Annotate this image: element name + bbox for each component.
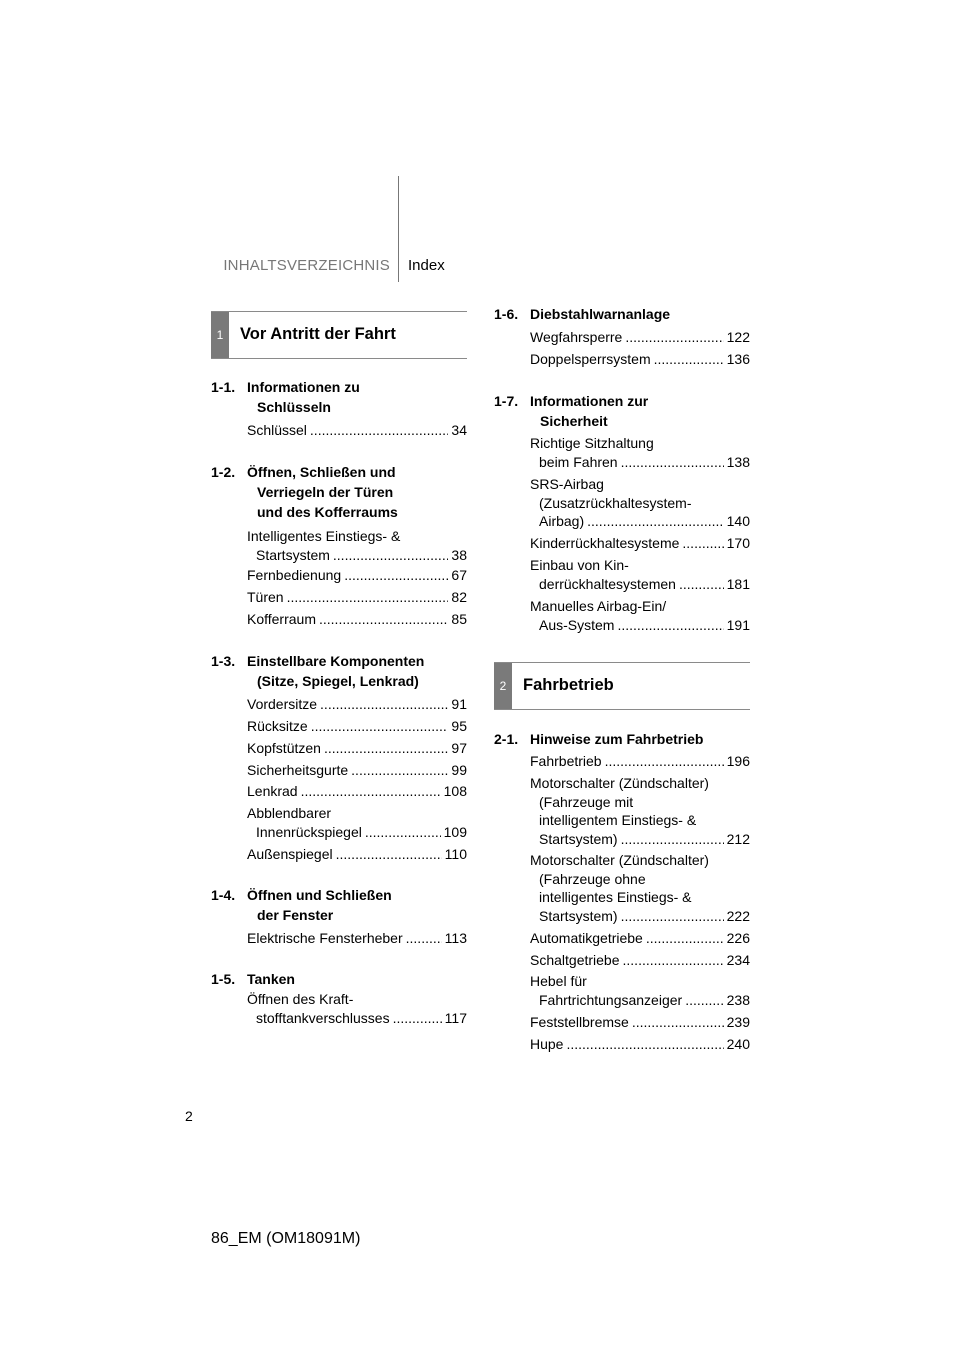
entry-last-line	[247, 761, 467, 780]
entry-page-number: 38	[451, 546, 467, 563]
entry-text-line: Rücksitze	[247, 718, 308, 734]
entry-text-line: Kopfstützen	[247, 740, 321, 756]
dot-leader	[632, 1013, 724, 1032]
dot-leader	[301, 782, 441, 801]
entry-last-line	[247, 717, 467, 736]
entry-last-line	[247, 610, 467, 629]
entry-last-line	[530, 616, 750, 635]
toc-entry[interactable]	[530, 597, 750, 634]
section-title-line: der Fenster	[257, 907, 334, 923]
chapter-2-header[interactable]	[494, 662, 750, 710]
toc-entry[interactable]	[247, 990, 467, 1027]
toc-entry[interactable]	[530, 1035, 750, 1054]
entry-page-number: 226	[726, 930, 750, 946]
section-title-line: Schlüsseln	[257, 399, 331, 415]
entry-text-line: Schlüssel	[247, 422, 307, 438]
dot-leader	[621, 453, 724, 472]
dot-leader	[587, 512, 724, 531]
entry-text-line: Öffnen des Kraft-	[247, 991, 354, 1007]
section-line	[494, 393, 648, 409]
section-title-line: (Sitze, Spiegel, Lenkrad)	[257, 673, 419, 689]
section-title-line: Diebstahlwarnanlage	[530, 306, 671, 322]
dot-leader	[621, 907, 724, 926]
page-header	[0, 0, 960, 290]
entry-text-line: Türen	[247, 589, 284, 605]
section-title-line: Informationen zur	[530, 393, 649, 409]
entry-text-line: Automatikgetriebe	[530, 930, 643, 946]
dot-leader	[654, 350, 724, 369]
section-heading[interactable]	[211, 969, 295, 989]
entry-last-line	[530, 1013, 750, 1032]
entry-page-number: 91	[451, 696, 467, 712]
entry-text-line: (Fahrzeuge ohne	[539, 870, 646, 887]
entry-page-number: 181	[726, 575, 750, 592]
entry-page-number: 97	[451, 740, 467, 756]
entry-text-line: Richtige Sitzhaltung	[530, 435, 654, 451]
section-heading[interactable]	[494, 304, 670, 324]
dot-leader	[310, 421, 449, 440]
dot-leader	[333, 546, 449, 565]
toc-entry[interactable]	[530, 434, 750, 471]
toc-entry[interactable]	[247, 804, 467, 841]
toc-entry[interactable]	[530, 534, 750, 553]
toc-entry[interactable]	[247, 588, 467, 607]
entry-text-line: Hupe	[530, 1036, 564, 1052]
entry-page-number: 191	[726, 616, 750, 633]
entry-text-line: stofftankverschlusses	[256, 1009, 390, 1026]
entry-text-line: Motorschalter (Zündschalter)	[530, 852, 709, 868]
page-number: 2	[185, 1108, 193, 1124]
section-heading[interactable]	[494, 729, 703, 749]
section-number: 1-4.	[211, 887, 236, 903]
entry-page-number: 122	[726, 329, 750, 345]
section-number: 1-6.	[494, 306, 519, 322]
entry-text-line: Elektrische Fensterheber	[247, 930, 403, 946]
entry-last-line	[530, 328, 750, 347]
entry-text-line: Innenrückspiegel	[256, 823, 362, 840]
toc-entry[interactable]	[530, 475, 750, 531]
entry-text-line: Intelligentes Einstiegs- &	[247, 528, 401, 544]
entry-text-line: intelligentes Einstiegs- &	[539, 889, 692, 905]
dot-leader	[336, 845, 442, 864]
toc-entry[interactable]	[247, 695, 467, 714]
dot-leader	[319, 610, 448, 629]
entry-last-line	[530, 1035, 750, 1054]
entry-page-number: 110	[444, 846, 467, 862]
entry-last-line	[530, 951, 750, 970]
entry-page-number: 140	[726, 513, 750, 529]
dot-leader	[685, 991, 723, 1010]
chapter-number-tab: 2	[494, 663, 512, 709]
entry-text-line: Aus-System	[539, 616, 615, 633]
dot-leader	[287, 588, 449, 607]
entry-last-line	[530, 534, 750, 553]
toc-entry[interactable]	[530, 1013, 750, 1032]
chapter-title: Vor Antritt der Fahrt	[240, 325, 396, 343]
dot-leader	[682, 534, 723, 553]
dot-leader	[605, 752, 724, 771]
entry-page-number: 99	[451, 762, 467, 778]
section-heading[interactable]	[211, 377, 360, 417]
toc-entry[interactable]	[247, 782, 467, 801]
entry-page-number: 234	[726, 952, 750, 968]
section-heading[interactable]	[211, 462, 398, 522]
section-number: 1-2.	[211, 464, 236, 480]
dot-leader	[625, 328, 723, 347]
entry-page-number: 222	[726, 907, 750, 924]
section-number: 1-3.	[211, 653, 236, 669]
entry-last-line	[247, 1009, 467, 1028]
entry-text-line: Lenkrad	[247, 783, 298, 799]
entry-page-number: 240	[726, 1036, 750, 1052]
entry-last-line	[247, 695, 467, 714]
entry-page-number: 212	[726, 830, 750, 847]
dot-leader	[324, 739, 448, 758]
entry-text-line: Manuelles Airbag-Ein/	[530, 598, 667, 614]
section-number: 1-1.	[211, 379, 236, 395]
section-title-line: Einstellbare Komponenten	[247, 653, 425, 669]
entry-last-line	[530, 350, 750, 369]
entry-page-number: 85	[451, 611, 467, 627]
chapter-number-tab: 1	[211, 312, 229, 358]
dot-leader	[646, 929, 724, 948]
entry-text-line: Außenspiegel	[247, 846, 333, 862]
entry-last-line	[530, 991, 750, 1010]
entry-text-line: Startsystem	[256, 546, 330, 563]
entry-text-line: Airbag)	[539, 513, 585, 529]
toc-entry[interactable]	[530, 929, 750, 948]
section-line	[211, 464, 396, 480]
section-number: 2-1.	[494, 731, 519, 747]
toc-entry[interactable]	[530, 556, 750, 593]
entry-text-line: Fernbedienung	[247, 567, 342, 583]
entry-text-line: Wegfahrsperre	[530, 329, 623, 345]
section-line	[211, 971, 295, 987]
entry-last-line	[247, 566, 467, 585]
entry-last-line	[247, 823, 467, 842]
footer-manual-code: 86_EM (OM18091M)	[211, 1230, 361, 1247]
entry-page-number: 136	[726, 351, 750, 367]
section-line	[211, 379, 360, 395]
entry-text-line: Kinderrückhaltesysteme	[530, 535, 680, 551]
entry-text-line: Abblendbarer	[247, 805, 332, 821]
dot-leader	[406, 929, 442, 948]
toc-entry[interactable]	[530, 951, 750, 970]
entry-last-line	[530, 830, 750, 849]
entry-page-number: 108	[443, 783, 467, 799]
section-title-line: Verriegeln der Türen	[257, 484, 394, 500]
toc-entry[interactable]	[247, 845, 467, 864]
entry-last-line	[530, 929, 750, 948]
entry-text-line: Kofferraum	[247, 611, 316, 627]
dot-leader	[621, 830, 724, 849]
toc-entry[interactable]	[247, 929, 467, 948]
toc-entry[interactable]	[530, 972, 750, 1009]
section-line	[494, 306, 670, 322]
entry-last-line	[247, 739, 467, 758]
dot-leader	[393, 1009, 442, 1028]
toc-entry[interactable]	[247, 761, 467, 780]
entry-text-line: Motorschalter (Zündschalter)	[530, 775, 709, 791]
entry-last-line	[247, 845, 467, 864]
section-title-line: Hinweise zum Fahrbetrieb	[530, 731, 704, 747]
entry-text-line: intelligentem Einstiegs- &	[539, 812, 697, 828]
section-line	[211, 653, 424, 669]
entry-text-line: Hebel für	[530, 973, 587, 989]
dot-leader	[320, 695, 448, 714]
dot-leader	[617, 616, 723, 635]
entry-page-number: 113	[444, 930, 467, 946]
entry-text-line: Fahrtrichtungsanzeiger	[539, 991, 683, 1008]
entry-text-line: beim Fahren	[539, 453, 618, 470]
entry-page-number: 95	[451, 718, 467, 734]
entry-page-number: 34	[451, 422, 467, 438]
entry-page-number: 239	[726, 1014, 750, 1030]
entry-text-line: Fahrbetrieb	[530, 753, 602, 769]
section-heading[interactable]	[494, 391, 648, 431]
toc-entry[interactable]	[247, 566, 467, 585]
section-line	[494, 731, 703, 747]
dot-leader	[679, 575, 724, 594]
toc-entry[interactable]	[247, 739, 467, 758]
dot-leader	[623, 951, 724, 970]
entry-text-line: derrückhaltesystemen	[539, 575, 676, 592]
toc-entry[interactable]	[530, 752, 750, 771]
section-title-line: Sicherheit	[540, 413, 608, 429]
entry-last-line	[247, 588, 467, 607]
entry-text-line: Feststellbremse	[530, 1014, 629, 1030]
header-index-link[interactable]: Index	[408, 257, 445, 274]
section-heading[interactable]	[211, 885, 392, 925]
entry-text-line: (Zusatzrückhaltesystem-	[539, 494, 692, 511]
entry-last-line	[247, 929, 467, 948]
entry-last-line	[530, 752, 750, 771]
dot-leader	[365, 823, 441, 842]
entry-page-number: 170	[726, 535, 750, 551]
toc-entry[interactable]	[247, 527, 467, 564]
dot-leader	[311, 717, 449, 736]
entry-text-line: Startsystem)	[539, 830, 618, 847]
entry-last-line	[530, 512, 750, 531]
entry-text-line: Einbau von Kin-	[530, 557, 629, 573]
section-line	[211, 887, 392, 903]
section-heading[interactable]	[211, 651, 424, 691]
entry-text-line: Vordersitze	[247, 696, 318, 712]
header-toc-label: INHALTSVERZEICHNIS	[223, 257, 390, 274]
section-title-line: und des Kofferraums	[257, 504, 398, 520]
entry-last-line	[530, 907, 750, 926]
dot-leader	[351, 761, 448, 780]
entry-text-line: Sicherheitsgurte	[247, 762, 349, 778]
entry-page-number: 109	[443, 823, 467, 840]
entry-page-number: 67	[451, 567, 467, 583]
dot-leader	[344, 566, 448, 585]
dot-leader	[566, 1035, 723, 1054]
chapter-title: Fahrbetrieb	[523, 676, 614, 694]
section-title-line: Informationen zu	[247, 379, 360, 395]
section-title-line: Öffnen und Schließen	[247, 887, 392, 903]
entry-page-number: 138	[726, 453, 750, 470]
entry-text-line: (Fahrzeuge mit	[539, 793, 634, 810]
section-number: 1-5.	[211, 971, 236, 987]
toc-entry[interactable]	[530, 774, 750, 848]
entry-last-line	[530, 575, 750, 594]
entry-page-number: 117	[444, 1009, 467, 1026]
toc-entry[interactable]	[530, 328, 750, 347]
entry-page-number: 238	[726, 991, 750, 1008]
section-title-line: Tanken	[247, 971, 295, 987]
section-number: 1-7.	[494, 393, 519, 409]
entry-text-line: Doppelsperrsystem	[530, 351, 651, 367]
entry-last-line	[247, 546, 467, 565]
entry-text-line: Startsystem)	[539, 907, 618, 924]
toc-entry[interactable]	[247, 610, 467, 629]
entry-last-line	[530, 453, 750, 472]
entry-text-line: SRS-Airbag	[530, 476, 604, 492]
toc-entry[interactable]	[247, 421, 467, 440]
entry-text-line: Schaltgetriebe	[530, 952, 620, 968]
toc-entry[interactable]	[530, 851, 750, 925]
chapter-1-header[interactable]	[211, 311, 467, 359]
toc-entry[interactable]	[247, 717, 467, 736]
entry-last-line	[247, 782, 467, 801]
entry-page-number: 82	[451, 589, 467, 605]
entry-page-number: 196	[726, 753, 750, 769]
entry-last-line	[247, 421, 467, 440]
header-divider	[398, 176, 399, 282]
toc-entry[interactable]	[530, 350, 750, 369]
section-title-line: Öffnen, Schließen und	[247, 464, 396, 480]
